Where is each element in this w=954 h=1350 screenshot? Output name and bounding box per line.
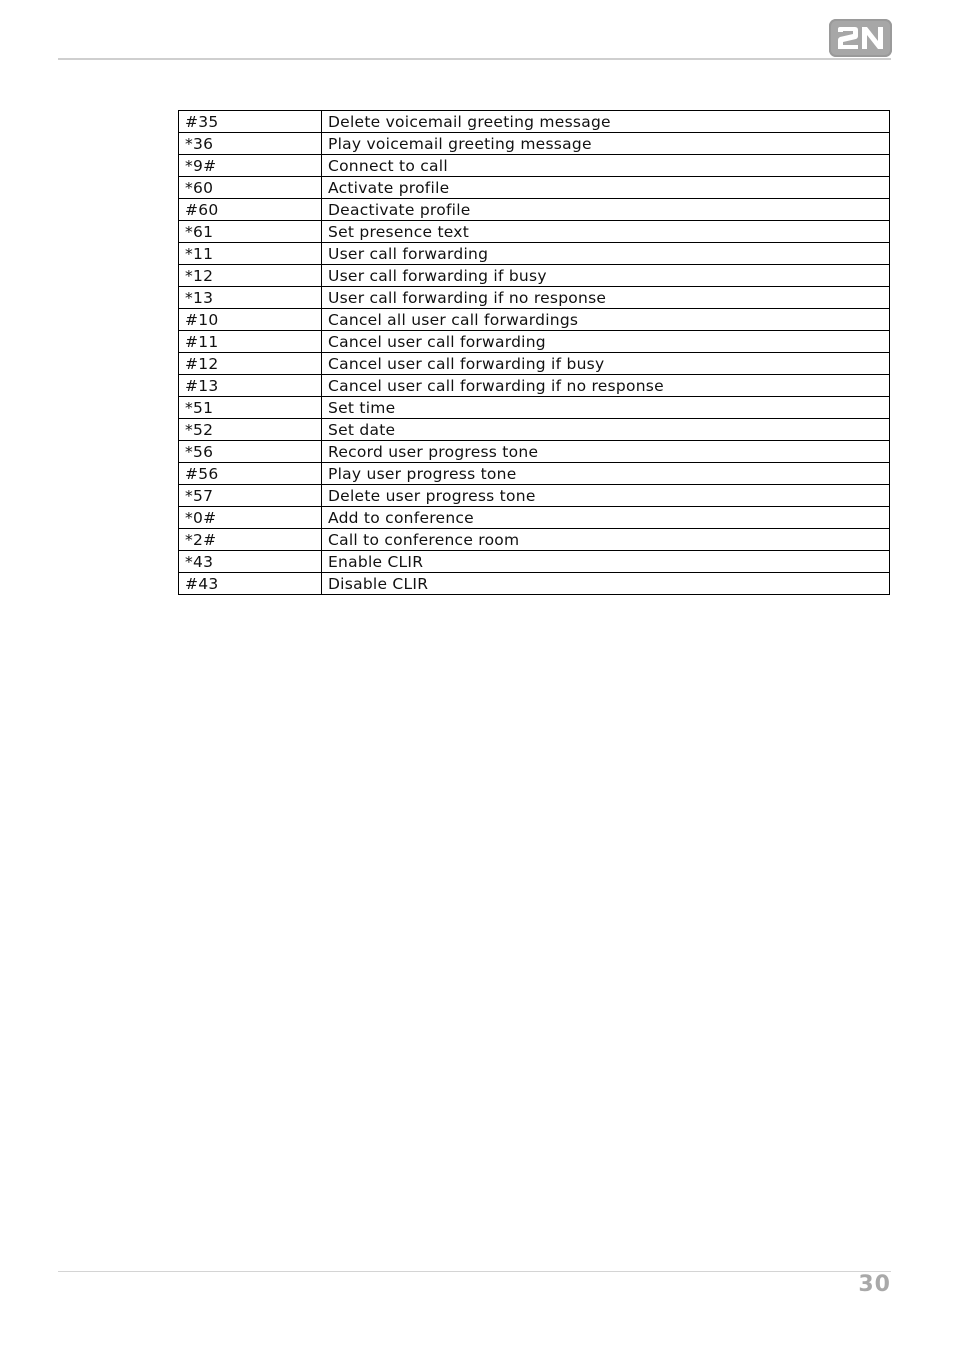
table-row xyxy=(179,353,890,375)
feature-code-cell: *43 xyxy=(179,551,322,573)
table-row xyxy=(179,529,890,551)
table-row xyxy=(179,419,890,441)
feature-description-cell: Cancel user call forwarding xyxy=(322,331,890,353)
table-row xyxy=(179,221,890,243)
feature-code-cell: *57 xyxy=(179,485,322,507)
feature-description-cell: Set date xyxy=(322,419,890,441)
feature-code-cell: #35 xyxy=(179,111,322,133)
feature-description-cell: Deactivate profile xyxy=(322,199,890,221)
table-row xyxy=(179,507,890,529)
table-row xyxy=(179,133,890,155)
feature-code-cell: *12 xyxy=(179,265,322,287)
feature-code-cell: #10 xyxy=(179,309,322,331)
feature-description-cell: Set presence text xyxy=(322,221,890,243)
feature-code-cell: *9# xyxy=(179,155,322,177)
table-row xyxy=(179,485,890,507)
feature-description-cell: Cancel user call forwarding if busy xyxy=(322,353,890,375)
feature-code-cell: #12 xyxy=(179,353,322,375)
table-row xyxy=(179,199,890,221)
feature-description-cell: Set time xyxy=(322,397,890,419)
feature-description-cell: Disable CLIR xyxy=(322,573,890,595)
feature-description-cell: Delete user progress tone xyxy=(322,485,890,507)
page-number: 30 xyxy=(858,1272,891,1297)
feature-code-cell: *56 xyxy=(179,441,322,463)
feature-code-cell: *36 xyxy=(179,133,322,155)
table-row xyxy=(179,243,890,265)
table-row xyxy=(179,551,890,573)
feature-codes-table xyxy=(178,110,890,595)
feature-description-cell: Add to conference xyxy=(322,507,890,529)
feature-code-cell: *11 xyxy=(179,243,322,265)
feature-code-cell: *52 xyxy=(179,419,322,441)
feature-description-cell: Cancel all user call forwardings xyxy=(322,309,890,331)
feature-description-cell: Play voicemail greeting message xyxy=(322,133,890,155)
header-divider xyxy=(58,58,891,60)
feature-description-cell: Enable CLIR xyxy=(322,551,890,573)
table-row xyxy=(179,111,890,133)
table-row xyxy=(179,331,890,353)
feature-code-cell: *60 xyxy=(179,177,322,199)
table-row xyxy=(179,573,890,595)
table-row xyxy=(179,155,890,177)
feature-description-cell: User call forwarding xyxy=(322,243,890,265)
table-row xyxy=(179,309,890,331)
feature-code-cell: #60 xyxy=(179,199,322,221)
feature-code-cell: #13 xyxy=(179,375,322,397)
feature-code-cell: *0# xyxy=(179,507,322,529)
feature-code-cell: *61 xyxy=(179,221,322,243)
table-row xyxy=(179,265,890,287)
table-row xyxy=(179,287,890,309)
table-row xyxy=(179,375,890,397)
feature-description-cell: Call to conference room xyxy=(322,529,890,551)
feature-code-cell: *51 xyxy=(179,397,322,419)
feature-code-cell: #11 xyxy=(179,331,322,353)
brand-logo xyxy=(829,19,892,57)
feature-description-cell: Cancel user call forwarding if no response xyxy=(322,375,890,397)
feature-code-cell: #56 xyxy=(179,463,322,485)
feature-code-cell: *13 xyxy=(179,287,322,309)
table-row xyxy=(179,441,890,463)
feature-description-cell: User call forwarding if busy xyxy=(322,265,890,287)
feature-description-cell: Activate profile xyxy=(322,177,890,199)
table-row xyxy=(179,397,890,419)
feature-description-cell: Play user progress tone xyxy=(322,463,890,485)
feature-code-cell: *2# xyxy=(179,529,322,551)
feature-code-cell: #43 xyxy=(179,573,322,595)
feature-description-cell: Connect to call xyxy=(322,155,890,177)
feature-description-cell: User call forwarding if no response xyxy=(322,287,890,309)
table-row xyxy=(179,463,890,485)
feature-description-cell: Record user progress tone xyxy=(322,441,890,463)
feature-description-cell: Delete voicemail greeting message xyxy=(322,111,890,133)
2n-logo-icon xyxy=(829,19,892,57)
footer-divider xyxy=(58,1271,891,1272)
table-row xyxy=(179,177,890,199)
